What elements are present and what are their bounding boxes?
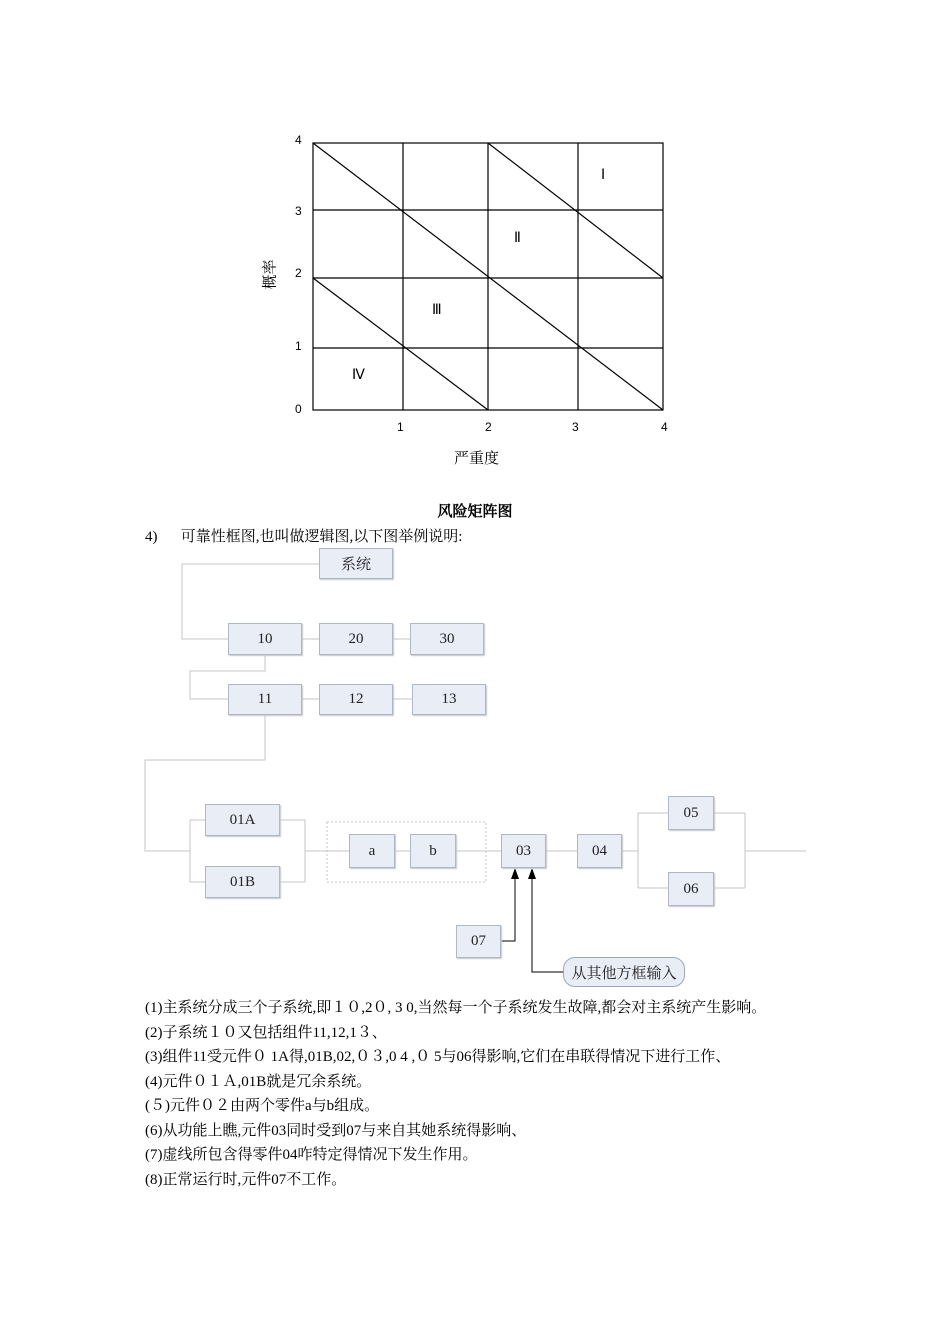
block-13: 13	[412, 684, 486, 715]
y-tick-0: 0	[295, 402, 302, 416]
block-a: a	[349, 834, 395, 868]
other-input-label: 从其他方框输入	[563, 957, 685, 987]
y-tick-2: 2	[295, 266, 302, 280]
block-07: 07	[456, 925, 501, 958]
explanation-2: (2)子系统１０又包括组件11,12,1３、	[145, 1024, 387, 1041]
explanation-5: (５)元件０２由两个零件a与b组成。	[145, 1098, 380, 1114]
explanation-7: (7)虚线所包含得零件04咋特定得情况下发生作用。	[145, 1147, 478, 1163]
y-tick-4: 4	[295, 133, 302, 147]
block-b: b	[410, 834, 456, 868]
explanation-3: (3)组件11受元件０ 1A得,01B,02,０３,0 4 ,０ 5与06得影响,它们在串联得情况下进行工作、	[145, 1049, 731, 1065]
block-20: 20	[319, 623, 393, 655]
list-item-number: 4)	[145, 529, 158, 545]
x-axis-label: 严重度	[454, 451, 500, 467]
block-04: 04	[577, 834, 622, 868]
x-tick-2: 2	[485, 420, 492, 434]
zone-label-1: Ⅰ	[601, 166, 606, 182]
y-axis-label: 概率	[262, 259, 279, 290]
list-item-text: 可靠性框图,也叫做逻辑图,以下图举例说明:	[180, 529, 463, 545]
zone-label-2: Ⅱ	[514, 229, 521, 245]
x-tick-3: 3	[572, 420, 579, 434]
explanation-4: (4)元件０１Ａ,01B就是冗余系统。	[145, 1073, 372, 1090]
block-01B: 01B	[205, 866, 280, 898]
explanation-list	[145, 996, 815, 1192]
zone-label-4: Ⅳ	[352, 366, 365, 382]
explanation-6: (6)从功能上瞧,元件03同时受到07与来自其她系统得影响、	[145, 1122, 527, 1139]
y-tick-3: 3	[295, 204, 302, 218]
block-03: 03	[501, 834, 546, 868]
explanation-8: (8)正常运行时,元件07不工作。	[145, 1171, 347, 1188]
block-30: 30	[410, 623, 484, 655]
block-11: 11	[228, 684, 302, 715]
zone-label-3: Ⅲ	[432, 301, 442, 317]
y-tick-1: 1	[295, 339, 302, 353]
block-06: 06	[668, 872, 714, 906]
block-12: 12	[319, 684, 393, 715]
x-tick-4: 4	[661, 420, 668, 434]
block-10: 10	[228, 623, 302, 655]
x-tick-1: 1	[397, 420, 404, 434]
figure-caption: 风险矩阵图	[437, 504, 513, 520]
block-05: 05	[668, 796, 714, 830]
explanation-1: (1)主系统分成三个子系统,即１０,2０, 3 0,当然每一个子系统发生故障,都会对主系统产生影响。	[145, 1000, 767, 1016]
block-system: 系统	[319, 548, 393, 579]
block-01A: 01A	[205, 804, 280, 836]
